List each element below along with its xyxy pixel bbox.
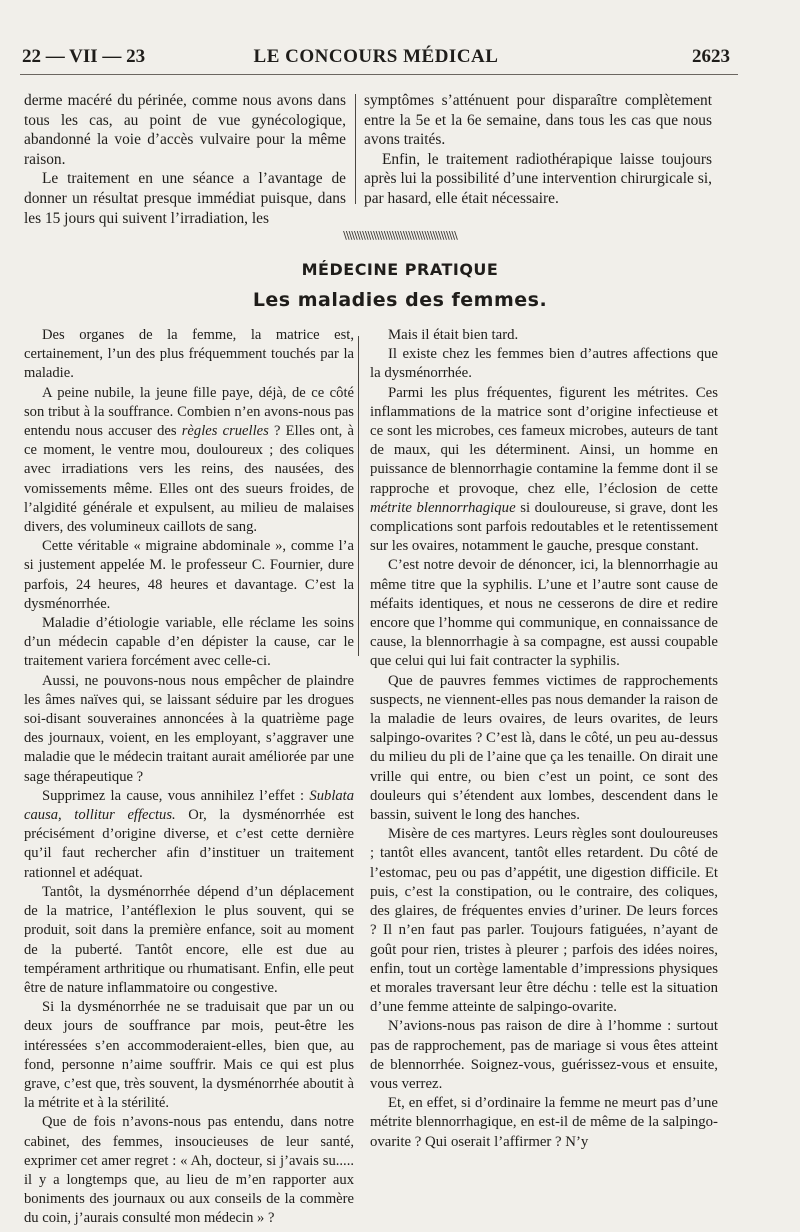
article-title: Les maladies des femmes. [252,289,548,311]
column-divider [355,94,356,204]
top-right-column [364,91,712,209]
paragraph: Que de pauvres femmes victimes de rapprochements suspects, ne viennent-elles pas nous demander la raison de la maladie de leurs ovaires, de leurs ovarites, de leurs salpingo-ovarites ? C’est là, dans le côté, un peu au-dessus du milieu du pli de l’aine que ça les tenaille. On dirait une vrille qui entre, ou bien c’est un point, ce sont des douleurs qui s’étendent aux lombes, descendent dans le bassin, suivent le long des hanches. [370,672,718,824]
paragraph: derme macéré du périnée, comme nous avons dans tous les cas, au point de vue gynécologique, abandonné la voie d’accès vulvaire pour la même raison. [24,92,346,168]
italic-phrase: règles cruelles [181,423,269,440]
paragraph-text: si douloureuse, si grave, dont les complications sont parfois redoutables et le retentissement sur les ovaires, notamment le gauche, presque constant. [370,499,718,555]
section-title: MÉDECINE PRATIQUE [301,260,499,279]
paragraph: Maladie d’étiologie variable, elle réclame les soins d’un médecin capable d’en dépister la cause, car le traitement variera forcément avec celle-ci. [24,615,354,670]
italic-phrase: Sublata causa, tollitur effectus. [24,787,355,824]
section-ornament: \\\\\\\\\\\\\\\\\\\\\\\\\\\\\\\\\\\\\\\\\\ [343,229,457,242]
paragraph: Tantôt, la dysménorrhée dépend d’un déplacement de la matrice, l’antéflexion le plus souvent, qui se produit, soit dans la première enfance, soit au moment de la puberté. Tantôt encore, elle est due au tempérament arthritique ou rhumatisant. Enfin, elle peut être de nature inflammatoire ou congestive. [24,883,354,996]
page-number: 2623 [692,46,730,67]
issue-date: 22 — VII — 23 [22,46,146,67]
paragraph: Si la dysménorrhée ne se traduisait que par un ou deux jours de souffrance par mois, peut-être les intéressées s’en accommoderaient-elles, bien que, au fond, personne n’aime souffrir. Mais ce qui est plus grave, c’est que, très souvent, la dysménorrhée aboutit à la métrite et à la stérilité. [24,999,354,1112]
paragraph [24,384,354,538]
paragraph: N’avions-nous pas raison de dire à l’homme : surtout pas de rapprochement, pas de mariage si vous êtes atteint de blennorrhée. Soignez-vous, guérissez-vous et ensuite, vous verrez. [370,1018,718,1092]
running-head [22,42,730,72]
column-divider [358,336,359,656]
paragraph: symptômes s’atténuent pour disparaître complètement entre la 5e et la 6e semaine, dans tous les cas que nous avons traités. [364,92,712,149]
paragraph: C’est notre devoir de dénoncer, ici, la blennorrhagie au même titre que la syphilis. L’une et l’autre sont cause de méfaits identiques, et nous ne cesserons de dire et redire encore que l’homme qui communique, en connaissance de cause, la blennorrhagie à sa compagne, est aussi coupable que celui qui lui fait contracter la syphilis. [370,557,718,670]
paragraph: Aussi, ne pouvons-nous nous empêcher de plaindre les âmes naïves qui, se laissant séduire par les drogues soi-disant souveraines annoncées à la quatrième page des journaux, voient, en les employant, s’aggraver une maladie que le médecin traitant aurait améliorée par une sage thérapeutique ? [24,672,354,785]
journal-title: LE CONCOURS MÉDICAL [253,46,499,67]
paragraph-text: Or, la dysménorrhée est précisément d’origine diverse, et c’est cette dernière qu’il faut rechercher afin d’instituer un traitement rationnel et adéquat. [24,807,354,881]
paragraph-text: A peine nubile, la jeune fille paye, déjà, de ce côté son tribut à la souffrance. Combien n’en avons-nous pas entendu nous accuser des [24,384,354,440]
paragraph-text: Parmi les plus fréquentes, figurent les métrites. Ces inflammations de la matrice sont d’origine infectieuse et ce sont les microbes, ces fameux microbes, auteurs de tant de maux, qui les déterminent. Ainsi, un homme en puissance de blennorrhagie contamine la femme dont il se rapproche et provoque, chez elle, l’éclosion de cette [370,384,718,497]
paragraph: Mais il était bien tard. [388,327,519,343]
paragraph: Que de fois n’avons-nous pas entendu, dans notre cabinet, des femmes, insoucieuses de leur santé, exprimer cet amer regret : « Ah, docteur, si j’avais su..... il y a longtemps que, au lieu de m’en rapporter aux boniments des journaux ou aux conseils de la commère du coin, j’aurais consulté mon médecin » ? [24,1114,354,1227]
paragraph [24,787,354,883]
paragraph: Et, en effet, si d’ordinaire la femme ne meurt pas d’une métrite blennorrhagique, en est-il de même de la salpingo-ovarite ? Qui oserait l’affirmer ? N’y [370,1095,718,1150]
paragraph [370,384,718,557]
right-column [370,326,718,1152]
header-rule [20,74,738,75]
paragraph: Enfin, le traitement radiothérapique laisse toujours après lui la possibilité d’une intervention chirurgicale si, par hasard, elle était nécessaire. [364,150,712,207]
paragraph: Il existe chez les femmes bien d’autres affections que la dysménorrhée. [370,346,718,382]
paragraph-text: ? Elles ont, à ce moment, le ventre mou, douloureux ; des coliques avec irradiations vers les reins, des nausées, des vomissements même. Elles ont des sueurs froides, de l’algidité générale et expulsent, au milieu de malaises divers, des volumineux caillots de sang. [24,423,354,536]
italic-phrase: métrite blennorrhagique [370,499,516,516]
paragraph: Des organes de la femme, la matrice est, certainement, l’un des plus fréquemment touchés par la maladie. [24,327,354,382]
paragraph: Misère de ces martyres. Leurs règles sont douloureuses ; tantôt elles avancent, tantôt elles retardent. Du côté de l’estomac, peu ou pas d’appétit, une digestion difficile. Et puis, c’est la constipation, ou le contraire, des coliques, des glaires, de fréquentes envies d’uriner. De leurs forces ? Il n’en faut pas parler. Toujours fatiguées, n’ayant de goût pour rien, tristes à pleurer ; parfois des idées noires, enfin, tout un cortège lamentable d’impressions physiques et morales traversant leur être déchu : telle est la situation d’une femme atteinte de salpingo-ovarite. [370,826,718,1016]
paragraph: Cette véritable « migraine abdominale », comme l’a si justement appelée M. le professeur C. Fournier, dure parfois, 24 heures, 48 heures et davantage. C’est la dysménorrhée. [24,538,354,612]
paragraph: Le traitement en une séance a l’avantage de donner un résultat presque immédiat puisque, dans les 15 jours qui suivent l’irradiation, les [24,170,346,227]
top-left-column [24,91,346,228]
paragraph-text: Supprimez la cause, vous annihilez l’effet : [42,787,305,804]
left-column [24,326,354,1229]
